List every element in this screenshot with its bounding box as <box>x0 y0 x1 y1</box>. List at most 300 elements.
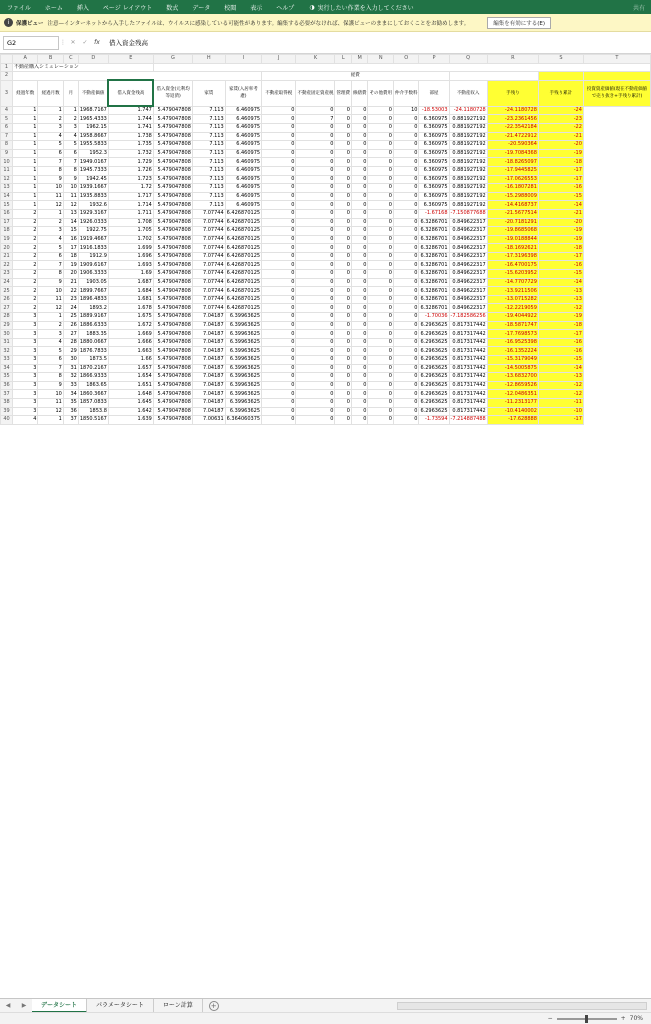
data-cell[interactable]: 3 <box>63 123 78 132</box>
data-cell[interactable]: 2 <box>13 295 38 304</box>
empty-cell[interactable] <box>13 72 262 81</box>
data-cell[interactable]: 0 <box>335 364 352 373</box>
data-cell[interactable]: 3 <box>13 347 38 356</box>
data-cell[interactable]: 6.460975 <box>225 175 261 184</box>
data-cell[interactable]: 5.479047808 <box>153 235 192 244</box>
data-cell[interactable]: 0 <box>368 416 394 425</box>
data-cell[interactable]: 6.460975 <box>225 141 261 150</box>
data-cell[interactable]: 0 <box>351 201 368 210</box>
data-cell[interactable]: 7.113 <box>192 184 225 193</box>
data-cell[interactable]: 0 <box>335 270 352 279</box>
data-cell[interactable]: 0 <box>296 209 335 218</box>
row-header[interactable]: 7 <box>1 132 13 141</box>
data-cell[interactable]: 0 <box>262 123 296 132</box>
data-cell[interactable]: 0 <box>351 158 368 167</box>
data-cell[interactable]: 0 <box>351 166 368 175</box>
data-cell[interactable]: 1.714 <box>108 201 153 210</box>
cancel-icon[interactable]: ✕ <box>70 39 76 46</box>
data-cell[interactable]: 0 <box>296 218 335 227</box>
data-cell[interactable]: 6.360975 <box>419 158 449 167</box>
data-cell[interactable]: 6.2963625 <box>420 356 448 363</box>
column-header[interactable]: G <box>153 55 192 64</box>
data-cell[interactable]: 1 <box>13 149 38 158</box>
data-cell[interactable]: 1.642 <box>108 407 153 416</box>
data-cell[interactable]: -7.150877688 <box>450 210 486 217</box>
data-cell[interactable]: 18 <box>63 252 78 261</box>
data-cell[interactable]: 0 <box>335 295 352 304</box>
data-cell[interactable]: 3 <box>13 321 38 330</box>
data-cell[interactable]: 5.479047808 <box>153 261 192 270</box>
data-cell[interactable]: 9 <box>63 175 78 184</box>
data-cell[interactable]: 0 <box>296 270 335 279</box>
data-cell[interactable]: 6.2963625 <box>420 330 448 337</box>
row-header[interactable]: 4 <box>1 106 13 115</box>
data-cell[interactable]: 0 <box>393 115 419 124</box>
data-cell[interactable]: -22.3542184 <box>487 123 538 132</box>
data-cell[interactable]: 1873.5 <box>78 356 108 365</box>
data-cell[interactable]: 0 <box>368 270 394 279</box>
row-header[interactable]: 2 <box>1 72 13 81</box>
column-header[interactable]: J <box>262 55 296 64</box>
data-cell[interactable]: 1 <box>13 132 38 141</box>
data-cell[interactable]: 0.881927192 <box>449 166 487 175</box>
data-cell[interactable]: 5.479047808 <box>153 209 192 218</box>
data-cell[interactable]: 6.2963625 <box>420 339 448 346</box>
data-cell[interactable]: 11 <box>38 192 63 201</box>
data-cell[interactable]: 5.479047808 <box>153 373 192 382</box>
data-cell[interactable]: 0 <box>351 304 368 313</box>
data-cell[interactable]: 7.04187 <box>192 381 225 390</box>
data-cell[interactable]: 2 <box>13 252 38 261</box>
data-cell[interactable]: 0 <box>296 287 335 296</box>
data-cell[interactable]: 0 <box>335 330 352 339</box>
column-header[interactable]: S <box>538 55 583 64</box>
data-cell[interactable]: 0 <box>335 218 352 227</box>
empty-cell[interactable] <box>449 72 538 81</box>
data-cell[interactable]: 0 <box>335 407 352 416</box>
data-cell[interactable]: 5.479047808 <box>153 287 192 296</box>
data-cell[interactable]: -18.8265097 <box>487 158 538 167</box>
data-cell[interactable]: 1889.9167 <box>79 313 107 320</box>
data-cell[interactable]: 1942.45 <box>78 175 108 184</box>
row-header[interactable]: 36 <box>1 381 13 390</box>
data-cell[interactable]: 6.3286701 <box>420 261 448 268</box>
tab-help[interactable]: ヘルプ <box>276 4 295 12</box>
data-cell[interactable]: 0.817317442 <box>449 356 487 365</box>
data-cell[interactable]: -16.1352224 <box>487 347 538 356</box>
data-cell[interactable]: 0 <box>262 321 296 330</box>
data-cell[interactable]: 6.426870125 <box>226 244 261 251</box>
data-cell[interactable]: 0 <box>262 407 296 416</box>
data-cell[interactable]: 0.849622317 <box>449 252 487 261</box>
data-cell[interactable]: 25 <box>63 313 78 322</box>
data-cell[interactable]: 3 <box>13 356 38 365</box>
data-cell[interactable]: 0 <box>335 115 352 124</box>
data-cell[interactable]: 6.39963625 <box>225 330 261 339</box>
data-cell[interactable]: 3 <box>13 390 38 399</box>
data-cell[interactable]: 7.07744 <box>192 218 225 227</box>
data-cell[interactable]: -15 <box>538 270 583 279</box>
data-cell[interactable]: 0 <box>393 364 419 373</box>
data-cell[interactable]: 15 <box>63 227 78 236</box>
data-cell[interactable]: 0 <box>393 218 419 227</box>
data-cell[interactable]: 33 <box>63 381 78 390</box>
data-cell[interactable]: 1.738 <box>108 132 153 141</box>
data-cell[interactable]: 21 <box>63 278 78 287</box>
data-cell[interactable]: 0.881927192 <box>449 123 487 132</box>
data-cell[interactable]: 37 <box>63 416 78 425</box>
header-cell[interactable]: 不動産収入 <box>449 80 487 106</box>
data-cell[interactable]: 0 <box>335 381 352 390</box>
data-cell[interactable]: 0 <box>351 149 368 158</box>
data-cell[interactable]: 6.460975 <box>225 132 261 141</box>
data-cell[interactable]: 6.2963625 <box>420 399 448 406</box>
data-cell[interactable]: 1932.6 <box>78 201 108 210</box>
data-cell[interactable]: -14 <box>538 278 583 287</box>
data-cell[interactable]: 1876.7833 <box>79 347 107 354</box>
data-cell[interactable]: 6.426870125 <box>226 270 261 277</box>
data-cell[interactable]: -7.182586256 <box>450 313 486 320</box>
data-cell[interactable]: 5.479047808 <box>153 347 192 356</box>
data-cell[interactable]: 0 <box>262 373 296 382</box>
data-cell[interactable]: 0 <box>335 141 352 150</box>
data-cell[interactable]: -13 <box>538 295 583 304</box>
data-cell[interactable]: 0 <box>335 132 352 141</box>
column-header[interactable]: K <box>296 55 335 64</box>
data-cell[interactable]: 0 <box>393 338 419 347</box>
data-cell[interactable]: 29 <box>63 347 78 356</box>
data-cell[interactable]: 1.72 <box>108 184 153 193</box>
data-cell[interactable]: 0 <box>335 313 352 322</box>
data-cell[interactable]: 6.360975 <box>419 141 449 150</box>
data-cell[interactable]: 0 <box>393 416 419 425</box>
header-cell[interactable]: 修繕費 <box>351 80 368 106</box>
prev-sheet-icon[interactable]: ◀ <box>5 1002 11 1009</box>
data-cell[interactable]: 6.426870125 <box>226 287 261 294</box>
data-cell[interactable]: 0 <box>296 373 335 382</box>
data-cell[interactable]: 11 <box>63 192 78 201</box>
data-cell[interactable]: 1 <box>13 192 38 201</box>
data-cell[interactable]: 0.817317442 <box>449 330 487 339</box>
header-cell[interactable]: 経過年数 <box>13 80 38 106</box>
data-cell[interactable]: 0 <box>368 244 394 253</box>
data-cell[interactable]: 1899.7667 <box>79 287 107 294</box>
data-cell[interactable]: -10.4140002 <box>487 407 538 416</box>
data-cell[interactable]: 1.717 <box>108 192 153 201</box>
data-cell[interactable]: 0 <box>368 347 394 356</box>
data-cell[interactable]: 0.849622317 <box>449 295 487 304</box>
header-cell[interactable]: 不動産取得税 <box>262 80 296 106</box>
data-cell[interactable]: 6.2963625 <box>420 382 448 389</box>
zoom-out-icon[interactable]: − <box>547 1015 553 1022</box>
data-cell[interactable]: 0 <box>296 261 335 270</box>
header-cell[interactable]: 管理費 <box>335 80 352 106</box>
data-cell[interactable]: 0 <box>368 381 394 390</box>
name-box[interactable]: G2 <box>3 36 59 50</box>
data-cell[interactable]: -19.7084368 <box>487 149 538 158</box>
column-header[interactable]: E <box>108 55 153 64</box>
data-cell[interactable]: 6.39963625 <box>225 313 261 322</box>
data-cell[interactable]: 0 <box>351 132 368 141</box>
data-cell[interactable]: -19 <box>538 235 583 244</box>
data-cell[interactable]: 3 <box>38 227 63 236</box>
row-header[interactable]: 28 <box>1 313 13 322</box>
row-header[interactable]: 31 <box>1 338 13 347</box>
data-cell[interactable]: 0.881927192 <box>449 141 487 150</box>
data-cell[interactable]: 0 <box>335 158 352 167</box>
row-header[interactable]: 15 <box>1 201 13 210</box>
header-cell[interactable]: 仲介手数料 <box>393 80 419 106</box>
data-cell[interactable]: -12 <box>538 390 583 399</box>
data-cell[interactable]: 0 <box>296 398 335 407</box>
data-cell[interactable]: 0 <box>262 201 296 210</box>
data-cell[interactable]: 32 <box>63 373 78 382</box>
data-cell[interactable]: 11 <box>38 295 63 304</box>
data-cell[interactable]: 6.460975 <box>225 158 261 167</box>
data-cell[interactable]: 1.702 <box>108 235 153 244</box>
data-cell[interactable]: -7.214887488 <box>450 416 486 423</box>
zoom-level[interactable]: 70% <box>629 1015 643 1022</box>
data-cell[interactable]: 1.69 <box>108 270 153 279</box>
data-cell[interactable]: 1.666 <box>108 338 153 347</box>
data-cell[interactable]: 1.681 <box>108 295 153 304</box>
data-cell[interactable]: 0 <box>296 166 335 175</box>
data-cell[interactable]: 0 <box>335 192 352 201</box>
data-cell[interactable]: 2 <box>13 218 38 227</box>
select-all-corner[interactable] <box>1 55 13 64</box>
data-cell[interactable]: 0 <box>296 123 335 132</box>
data-cell[interactable]: 1.708 <box>108 218 153 227</box>
row-header[interactable]: 19 <box>1 235 13 244</box>
data-cell[interactable]: 5 <box>38 347 63 356</box>
row-header[interactable]: 27 <box>1 304 13 313</box>
data-cell[interactable]: 4 <box>63 132 78 141</box>
data-cell[interactable]: -1.73594 <box>419 416 449 425</box>
row-header[interactable]: 6 <box>1 123 13 132</box>
column-header[interactable]: H <box>192 55 225 64</box>
data-cell[interactable]: 9 <box>38 175 63 184</box>
data-cell[interactable]: 7.07744 <box>192 270 225 279</box>
data-cell[interactable]: 6.360975 <box>419 149 449 158</box>
row-header[interactable]: 17 <box>1 218 13 227</box>
data-cell[interactable]: 3 <box>13 338 38 347</box>
data-cell[interactable]: 7.113 <box>192 192 225 201</box>
data-cell[interactable]: -17 <box>538 416 583 425</box>
data-cell[interactable]: 1 <box>38 416 63 425</box>
data-cell[interactable]: 1896.4833 <box>79 296 107 303</box>
data-cell[interactable]: 0.881927192 <box>449 158 487 167</box>
data-cell[interactable]: 7.113 <box>192 115 225 124</box>
data-cell[interactable]: 1 <box>13 115 38 124</box>
data-cell[interactable]: 0 <box>296 313 335 322</box>
data-cell[interactable]: 0 <box>393 209 419 218</box>
data-cell[interactable]: 1919.4667 <box>79 235 107 242</box>
data-cell[interactable]: -16 <box>538 347 583 356</box>
data-cell[interactable]: 0 <box>335 244 352 253</box>
data-cell[interactable]: 0 <box>262 115 296 124</box>
data-cell[interactable]: 1 <box>13 201 38 210</box>
data-cell[interactable]: 0 <box>296 141 335 150</box>
data-cell[interactable]: 0 <box>262 158 296 167</box>
data-cell[interactable]: 0 <box>296 149 335 158</box>
data-cell[interactable]: 1909.6167 <box>79 261 107 268</box>
data-cell[interactable]: -14.7707729 <box>487 278 538 287</box>
data-cell[interactable]: 1906.3333 <box>79 270 107 277</box>
data-cell[interactable]: -20.590364 <box>487 141 538 150</box>
data-cell[interactable]: -19.8685068 <box>487 227 538 236</box>
data-cell[interactable]: 1866.9333 <box>79 373 107 380</box>
data-cell[interactable]: 2 <box>13 244 38 253</box>
data-cell[interactable]: 17 <box>63 244 78 253</box>
data-cell[interactable]: -15.6203952 <box>487 270 538 279</box>
data-cell[interactable]: 5 <box>38 244 63 253</box>
data-cell[interactable]: 5.479047808 <box>153 364 192 373</box>
data-cell[interactable]: 1945.7333 <box>79 167 107 174</box>
data-cell[interactable]: -20 <box>538 218 583 227</box>
data-cell[interactable]: 0 <box>351 218 368 227</box>
data-cell[interactable]: 0 <box>368 235 394 244</box>
data-cell[interactable]: 0 <box>351 115 368 124</box>
data-cell[interactable]: 2 <box>13 235 38 244</box>
data-cell[interactable]: 0 <box>262 330 296 339</box>
data-cell[interactable]: 0 <box>393 184 419 193</box>
data-cell[interactable]: 6.426870125 <box>226 227 261 234</box>
data-cell[interactable]: 2 <box>13 261 38 270</box>
data-cell[interactable]: 0 <box>393 201 419 210</box>
data-cell[interactable]: 0 <box>368 373 394 382</box>
data-cell[interactable]: 0 <box>368 313 394 322</box>
data-cell[interactable]: 0 <box>368 209 394 218</box>
data-cell[interactable]: 0 <box>262 390 296 399</box>
data-cell[interactable]: 1 <box>13 166 38 175</box>
data-cell[interactable]: -12.8659526 <box>487 381 538 390</box>
data-cell[interactable]: 35 <box>63 398 78 407</box>
data-cell[interactable]: -15 <box>538 356 583 365</box>
data-cell[interactable]: 0 <box>335 261 352 270</box>
data-cell[interactable]: 0 <box>335 347 352 356</box>
data-cell[interactable]: 1.651 <box>108 381 153 390</box>
data-cell[interactable]: 0 <box>368 158 394 167</box>
row-header[interactable]: 8 <box>1 141 13 150</box>
data-cell[interactable]: 5.479047808 <box>153 330 192 339</box>
data-cell[interactable]: 1 <box>13 184 38 193</box>
data-cell[interactable]: 1.729 <box>108 158 153 167</box>
data-cell[interactable]: 1916.1833 <box>79 244 107 251</box>
data-cell[interactable]: -21.5677514 <box>487 209 538 218</box>
data-cell[interactable]: 7.04187 <box>192 407 225 416</box>
tab-formulas[interactable]: 数式 <box>166 4 179 12</box>
data-cell[interactable]: -13 <box>538 287 583 296</box>
data-cell[interactable]: 1958.8667 <box>79 132 107 139</box>
data-cell[interactable]: -1.67168 <box>419 209 449 218</box>
data-cell[interactable]: 0.817317442 <box>449 338 487 347</box>
data-cell[interactable]: 1853.8 <box>78 407 108 416</box>
data-cell[interactable]: 0 <box>393 390 419 399</box>
data-cell[interactable]: 0 <box>368 364 394 373</box>
data-cell[interactable]: 2 <box>38 321 63 330</box>
share-button[interactable]: 共有 <box>632 4 645 12</box>
empty-cell[interactable] <box>153 63 650 72</box>
data-cell[interactable]: -12 <box>538 381 583 390</box>
data-cell[interactable]: 0 <box>368 356 394 365</box>
data-cell[interactable]: 0 <box>393 407 419 416</box>
data-cell[interactable]: -19.0188844 <box>487 235 538 244</box>
data-cell[interactable]: 0 <box>351 261 368 270</box>
row-header[interactable]: 9 <box>1 149 13 158</box>
data-cell[interactable]: 23 <box>63 295 78 304</box>
data-cell[interactable]: 0 <box>296 252 335 261</box>
data-cell[interactable]: 2 <box>13 209 38 218</box>
data-cell[interactable]: 6.460975 <box>225 184 261 193</box>
data-cell[interactable]: 7.113 <box>192 106 225 115</box>
data-cell[interactable]: 0 <box>351 398 368 407</box>
data-cell[interactable]: 0 <box>393 330 419 339</box>
data-cell[interactable]: 0 <box>393 381 419 390</box>
row-header[interactable]: 11 <box>1 166 13 175</box>
data-cell[interactable]: -19 <box>538 313 583 322</box>
data-cell[interactable]: 30 <box>63 356 78 365</box>
data-cell[interactable]: 14 <box>63 218 78 227</box>
data-cell[interactable]: 0 <box>262 347 296 356</box>
formula-input[interactable]: 借入資金残高 <box>109 39 148 47</box>
data-cell[interactable]: 0 <box>351 270 368 279</box>
data-cell[interactable]: 1.732 <box>108 149 153 158</box>
data-cell[interactable]: 0 <box>368 175 394 184</box>
data-cell[interactable]: 5.479047808 <box>153 390 192 399</box>
data-cell[interactable]: 0 <box>296 356 335 365</box>
data-cell[interactable]: 5.479047808 <box>153 158 192 167</box>
row-header[interactable]: 22 <box>1 261 13 270</box>
data-cell[interactable]: 1926.0333 <box>79 218 107 225</box>
header-cell[interactable]: その他費用 <box>368 80 394 106</box>
header-cell[interactable]: 借入資金残高 <box>108 80 153 106</box>
data-cell[interactable]: 0.881927192 <box>449 132 487 141</box>
data-cell[interactable]: 9 <box>38 381 63 390</box>
data-cell[interactable]: 0 <box>368 227 394 236</box>
header-cell[interactable]: 家賃(入居率考慮) <box>225 80 261 106</box>
row-header[interactable]: 24 <box>1 278 13 287</box>
data-cell[interactable]: 6.2963625 <box>420 373 448 380</box>
next-sheet-icon[interactable]: ▶ <box>21 1002 27 1009</box>
data-cell[interactable]: 1.648 <box>108 390 153 399</box>
data-cell[interactable]: 1.726 <box>108 166 153 175</box>
data-cell[interactable]: 6.426870125 <box>226 210 261 217</box>
data-cell[interactable]: 0 <box>368 261 394 270</box>
data-cell[interactable]: 0.881927192 <box>449 184 487 193</box>
data-cell[interactable]: 8 <box>63 166 78 175</box>
data-cell[interactable]: 0 <box>393 166 419 175</box>
data-cell[interactable]: 6.39963625 <box>225 398 261 407</box>
tab-home[interactable]: ホーム <box>44 4 63 12</box>
data-cell[interactable]: 1.723 <box>108 175 153 184</box>
data-cell[interactable]: 12 <box>38 201 63 210</box>
data-cell[interactable]: 1870.2167 <box>79 364 107 371</box>
row-header[interactable]: 18 <box>1 227 13 236</box>
data-cell[interactable]: 8 <box>38 270 63 279</box>
data-cell[interactable]: 0 <box>393 321 419 330</box>
data-cell[interactable]: 0 <box>351 278 368 287</box>
data-cell[interactable]: 0 <box>262 381 296 390</box>
data-cell[interactable]: 6.3286701 <box>420 253 448 260</box>
data-cell[interactable]: 1880.0667 <box>79 339 107 346</box>
data-cell[interactable]: -13.6832700 <box>487 373 538 382</box>
data-cell[interactable]: 0 <box>262 313 296 322</box>
data-cell[interactable]: -12 <box>538 304 583 313</box>
data-cell[interactable]: 0 <box>296 390 335 399</box>
data-cell[interactable]: -15.2988009 <box>487 192 538 201</box>
data-cell[interactable]: 4 <box>38 338 63 347</box>
data-cell[interactable]: 1.705 <box>108 227 153 236</box>
